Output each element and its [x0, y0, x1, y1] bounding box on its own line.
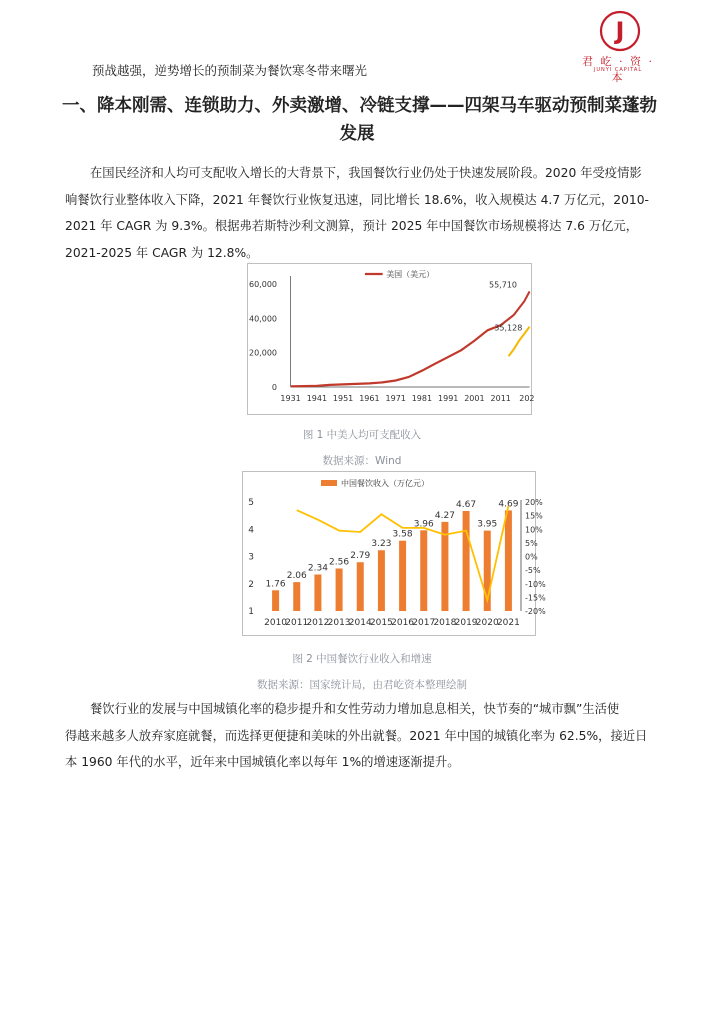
y-right-tick-label: -15%	[525, 593, 546, 603]
bar-value-label: 2.34	[307, 563, 328, 574]
bar	[293, 582, 300, 611]
logo-name: 君 屹 · 资 · 本	[582, 55, 654, 84]
chart-revenue-svg	[243, 472, 546, 635]
x-tick-label: 1991	[438, 394, 459, 403]
bar-value-label: 3.23	[371, 539, 392, 550]
figure-2-caption: 图 2 中国餐饮行业收入和增速	[292, 653, 432, 665]
paragraph-2	[65, 696, 660, 776]
bar	[314, 574, 321, 611]
bar-value-label: 1.76	[265, 579, 286, 590]
bar	[505, 510, 512, 611]
paragraph-1-line: 在国民经济和人均可支配收入增长的大背景下，我国餐饮行业仍处于快速发展阶段。2020 年受疫情影	[90, 166, 642, 180]
x-tick-label: 2012	[306, 618, 330, 628]
bar	[272, 590, 279, 611]
bar	[357, 562, 364, 611]
chart-income-comparison	[247, 263, 535, 415]
bar-value-label: 2.56	[329, 557, 350, 568]
x-tick-label: 2019	[454, 618, 478, 628]
bar-value-label: 3.96	[413, 519, 434, 530]
data-label: 35,128	[494, 323, 523, 333]
x-tick-label: 2020	[475, 618, 499, 628]
bar-value-label: 3.58	[392, 529, 413, 540]
x-tick-label: 202	[519, 394, 535, 403]
figure-1-caption: 图 1 中美人均可支配收入	[302, 429, 422, 441]
y-left-tick-label: 5	[248, 498, 254, 508]
bar-value-label: 2.06	[286, 571, 307, 582]
x-tick-label: 2015	[369, 618, 393, 628]
figure-1-source: 数据来源：Wind	[322, 455, 402, 467]
paragraph-1-line: 2021-2025 年 CAGR 为 12.8%。	[65, 245, 259, 260]
bar	[420, 530, 427, 611]
x-tick-label: 1981	[411, 394, 433, 403]
bar	[463, 511, 470, 611]
y-tick-label: 60,000	[249, 280, 277, 289]
paragraph-1	[65, 160, 660, 266]
x-tick-label: 1941	[306, 394, 328, 403]
paragraph-1-line: 2021 年 CAGR 为 9.3%。根据弗若斯特沙利文测算，预计 2025 年中国餐饮市场规模将达 7.6 万亿元，	[65, 219, 639, 233]
data-label: 55,710	[489, 280, 517, 290]
y-left-tick-label: 1	[248, 607, 254, 617]
x-tick-label: 1931	[280, 394, 301, 403]
y-tick-label: 0	[271, 383, 277, 392]
x-tick-label: 2014	[348, 618, 372, 628]
y-left-tick-label: 3	[248, 552, 254, 563]
series-line	[291, 291, 530, 386]
bar-value-label: 4.69	[498, 499, 519, 510]
bar	[378, 550, 385, 611]
logo-subtitle: JUNYI CAPITAL	[593, 67, 643, 73]
x-tick-label: 2016	[391, 618, 415, 628]
y-right-tick-label: 10%	[525, 525, 543, 535]
x-tick-label: 1961	[359, 394, 380, 403]
x-tick-label: 1971	[385, 394, 406, 403]
figure-2-source: 数据来源：国家统计局，由君屹资本整理绘制	[257, 679, 467, 691]
y-left-tick-label: 4	[248, 525, 254, 536]
chart-income-svg	[248, 264, 535, 414]
bar-value-label: 2.79	[350, 551, 371, 562]
plot-area	[248, 478, 546, 628]
x-tick-label: 2018	[433, 618, 457, 628]
plot-area	[280, 269, 534, 403]
x-tick-label: 2013	[327, 618, 351, 628]
paragraph-2-line: 得越来越多人放弃家庭就餐，而选择更便捷和美味的外出就餐。2021 年中国的城镇化率为 62.5%，接近日	[65, 728, 648, 743]
y-right-tick-label: 5%	[525, 538, 538, 548]
y-right-tick-label: 0%	[525, 552, 538, 562]
y-right-tick-label: 15%	[525, 511, 543, 521]
svg-text:J: J	[615, 17, 625, 45]
chart-catering-revenue	[242, 471, 546, 636]
running-title: 预战越强，逆势增长的预制菜为餐饮寒冬带来曙光	[92, 63, 368, 78]
bar-value-label: 4.67	[456, 499, 477, 510]
section-heading	[62, 92, 662, 148]
heading-line-2: 发展	[339, 124, 375, 144]
y-right-tick-label: 20%	[525, 498, 543, 507]
x-tick-label: 2017	[412, 618, 436, 628]
bar	[399, 541, 406, 611]
x-tick-label: 2021	[496, 618, 520, 628]
legend-swatch	[321, 480, 337, 486]
y-right-tick-label: -20%	[525, 607, 546, 616]
x-tick-label: 2010	[264, 618, 288, 628]
paragraph-1-line: 响餐饮行业整体收入下降，2021 年餐饮行业恢复迅速，同比增长 18.6%，收入规模达 4.7 万亿元，2010-	[65, 192, 649, 207]
y-right-tick-label: -5%	[525, 566, 541, 576]
x-tick-label: 2001	[464, 394, 485, 403]
x-tick-label: 2011	[490, 394, 511, 403]
x-tick-label: 1951	[332, 394, 354, 403]
bar-value-label: 4.27	[434, 510, 455, 521]
y-tick-label: 20,000	[249, 348, 277, 358]
y-tick-label: 40,000	[249, 314, 277, 324]
paragraph-2-line: 餐饮行业的发展与中国城镇化率的稳步提升和女性劳动力增加息息相关，快节奏的“城市飘”生活使	[90, 702, 620, 716]
y-left-tick-label: 2	[248, 579, 254, 590]
paragraph-2-line: 本 1960 年代的水平，近年来中国城镇化率以每年 1%的增速逐渐提升。	[65, 755, 460, 769]
x-tick-label: 2011	[285, 618, 309, 628]
legend-label: 美国（美元）	[386, 270, 435, 279]
heading-line-1: 一、降本刚需、连锁助力、外卖激增、冷链支撑——四架马车驱动预制菜蓬勃	[62, 96, 657, 116]
bar-value-label: 3.95	[477, 519, 498, 530]
y-right-tick-label: -10%	[525, 579, 546, 589]
bar	[336, 568, 343, 611]
legend-label: 中国餐饮收入（万亿元）	[341, 479, 429, 488]
